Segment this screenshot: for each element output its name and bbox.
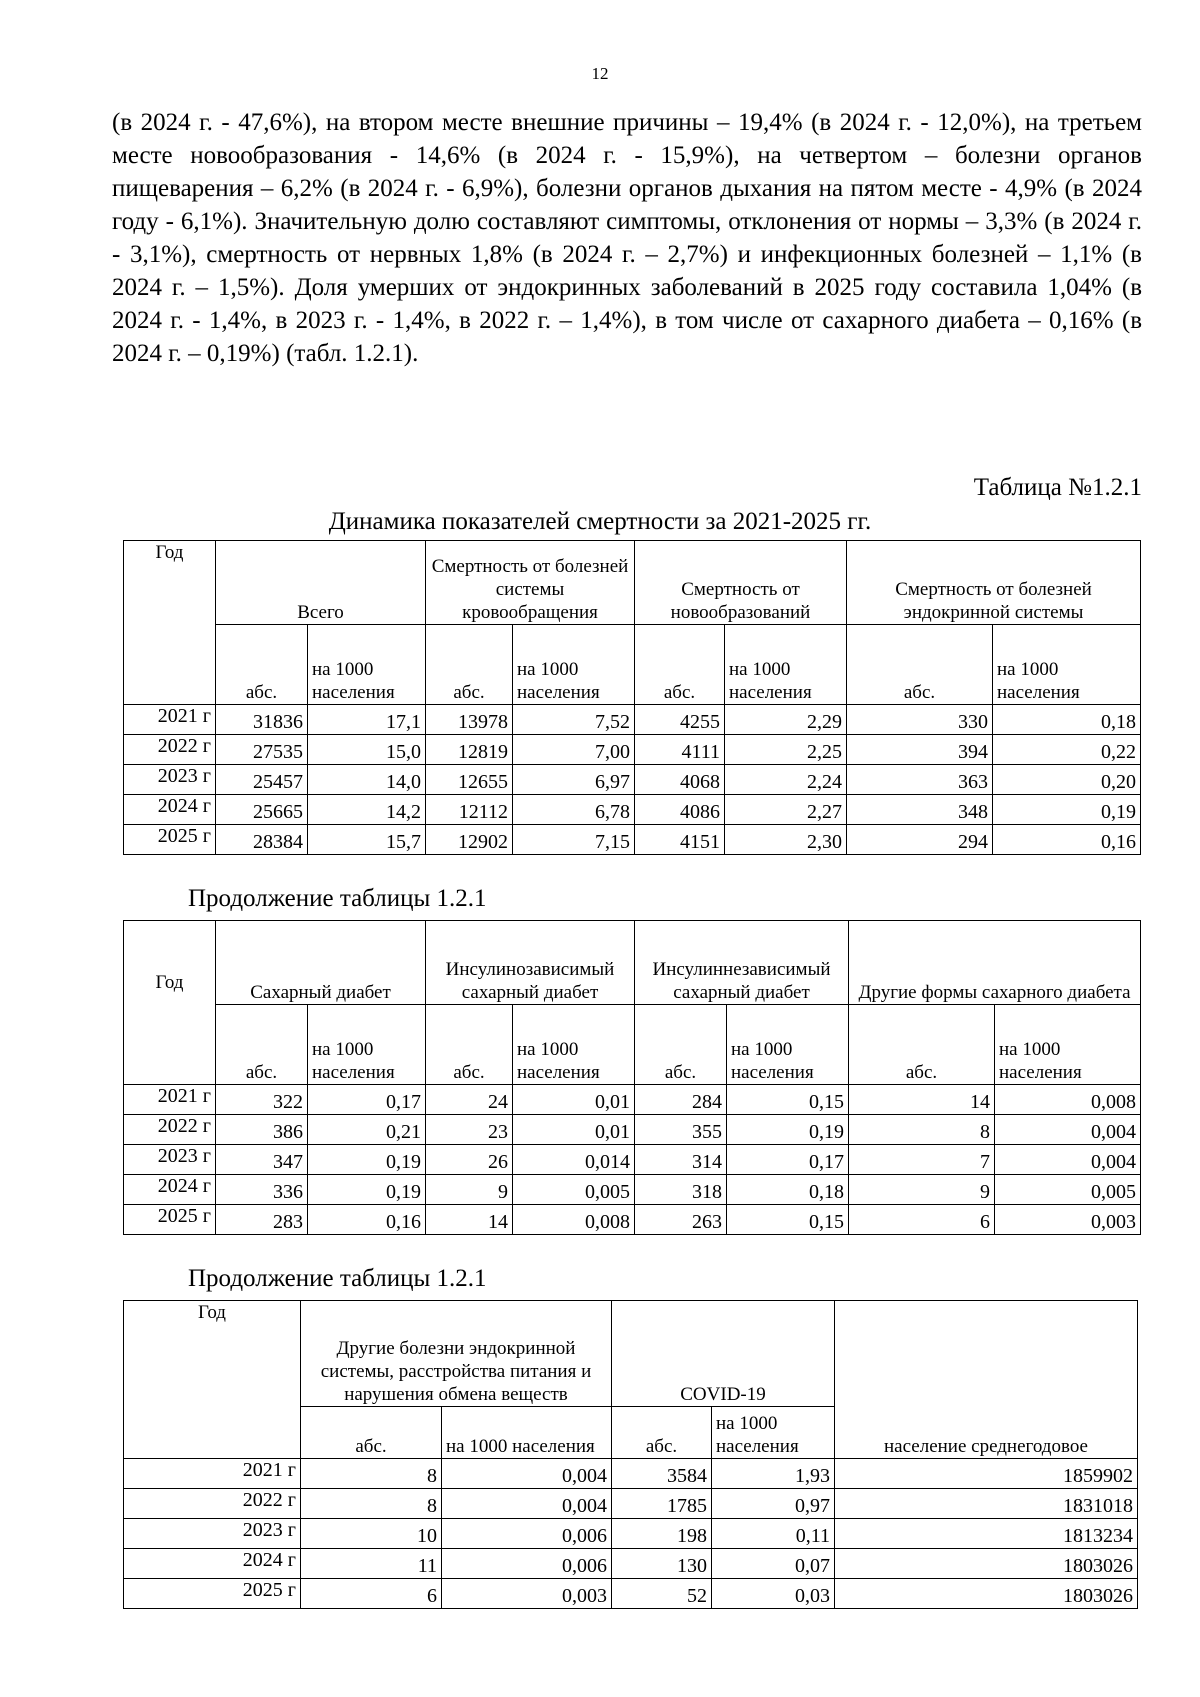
table-cell: 2,30 [725, 825, 847, 855]
table-continuation-label: Продолжение таблицы 1.2.1 [188, 885, 487, 912]
group-header-neoplasms: Смертность от новообразований [635, 541, 847, 625]
subheader-rate: на 1000 населения [727, 1005, 849, 1085]
table-cell: 318 [635, 1175, 727, 1205]
other-endocrine-covid-table [123, 1300, 1138, 1609]
table-cell: 8 [301, 1459, 442, 1489]
table-cell: 7,52 [513, 705, 635, 735]
table-cell: 7 [849, 1145, 995, 1175]
table-cell: 0,008 [995, 1085, 1141, 1115]
table-cell: 2,27 [725, 795, 847, 825]
table-cell: 8 [301, 1489, 442, 1519]
table-cell: 386 [216, 1115, 308, 1145]
table-cell: 2,24 [725, 765, 847, 795]
row-year: 2025 г [124, 1579, 301, 1609]
table-cell: 348 [847, 795, 993, 825]
table-cell: 283 [216, 1205, 308, 1235]
table-cell: 4068 [635, 765, 725, 795]
table-cell: 2,29 [725, 705, 847, 735]
mortality-table [123, 540, 1141, 855]
table-cell: 0,014 [513, 1145, 635, 1175]
table-cell: 2,25 [725, 735, 847, 765]
table-title: Динамика показателей смертности за 2021-2025 гг. [328, 508, 872, 535]
year-header: Год [124, 921, 216, 1085]
table-row [124, 1175, 1141, 1205]
row-year: 2025 г [124, 1205, 216, 1235]
table-row [124, 1145, 1141, 1175]
row-year: 2021 г [124, 1085, 216, 1115]
subheader-rate: на 1000 населения [308, 1005, 426, 1085]
table-cell: 4111 [635, 735, 725, 765]
table-cell: 0,19 [727, 1115, 849, 1145]
table-cell: 0,004 [995, 1145, 1141, 1175]
subheader-abs: абс. [426, 1005, 513, 1085]
table-cell: 0,01 [513, 1115, 635, 1145]
subheader-rate: на 1000 населения [513, 625, 635, 705]
group-header-non-insulin-dependent: Инсулиннезависимый сахарный диабет [635, 921, 849, 1005]
table-cell: 355 [635, 1115, 727, 1145]
table-cell: 0,006 [442, 1549, 612, 1579]
table-row [124, 765, 1141, 795]
row-year: 2023 г [124, 1145, 216, 1175]
row-year: 2023 г [124, 1519, 301, 1549]
table-cell: 9 [849, 1175, 995, 1205]
table-cell: 31836 [216, 705, 308, 735]
table-cell: 336 [216, 1175, 308, 1205]
table-cell: 28384 [216, 825, 308, 855]
subheader-abs: абс. [301, 1407, 442, 1459]
group-header-insulin-dependent: Инсулинозависимый сахарный диабет [426, 921, 635, 1005]
table-cell: 27535 [216, 735, 308, 765]
group-header-circulatory: Смертность от болезней системы кровообращения [426, 541, 635, 625]
table-cell: 1,93 [712, 1459, 835, 1489]
table-cell: 0,19 [308, 1175, 426, 1205]
table-cell: 0,005 [995, 1175, 1141, 1205]
table-cell: 6,78 [513, 795, 635, 825]
table-cell: 284 [635, 1085, 727, 1115]
table-cell: 330 [847, 705, 993, 735]
subheader-abs: абс. [849, 1005, 995, 1085]
subheader-abs: абс. [847, 625, 993, 705]
table-cell: 17,1 [308, 705, 426, 735]
table-cell: 0,004 [995, 1115, 1141, 1145]
table-cell: 6,97 [513, 765, 635, 795]
table-row [124, 1549, 1138, 1579]
table-cell: 14 [849, 1085, 995, 1115]
table-row [124, 735, 1141, 765]
table-cell: 0,16 [308, 1205, 426, 1235]
table-cell: 0,03 [712, 1579, 835, 1609]
table-cell: 4151 [635, 825, 725, 855]
table-cell: 13978 [426, 705, 513, 735]
table-cell: 4086 [635, 795, 725, 825]
group-header-other-endocrine: Другие болезни эндокринной системы, расстройства питания и нарушения обмена веществ [301, 1301, 612, 1407]
subheader-abs: абс. [635, 1005, 727, 1085]
row-year: 2022 г [124, 1115, 216, 1145]
table-cell: 1859902 [835, 1459, 1138, 1489]
table-row [124, 1579, 1138, 1609]
table-cell: 0,17 [727, 1145, 849, 1175]
table-cell: 1803026 [835, 1579, 1138, 1609]
table-cell: 1803026 [835, 1549, 1138, 1579]
table-cell: 198 [612, 1519, 712, 1549]
row-year: 2025 г [124, 825, 216, 855]
row-year: 2021 г [124, 705, 216, 735]
table-cell: 0,19 [993, 795, 1141, 825]
table-cell: 294 [847, 825, 993, 855]
table-cell: 14,2 [308, 795, 426, 825]
table-cell: 0,006 [442, 1519, 612, 1549]
group-header-endocrine: Смертность от болезней эндокринной системы [847, 541, 1141, 625]
table-cell: 15,0 [308, 735, 426, 765]
table-cell: 322 [216, 1085, 308, 1115]
subheader-abs: абс. [216, 625, 308, 705]
table-cell: 0,003 [442, 1579, 612, 1609]
table-cell: 7,15 [513, 825, 635, 855]
table-cell: 12819 [426, 735, 513, 765]
table-cell: 0,18 [727, 1175, 849, 1205]
group-header-covid: COVID-19 [612, 1301, 835, 1407]
table-cell: 0,005 [513, 1175, 635, 1205]
table-cell: 0,004 [442, 1459, 612, 1489]
subheader-rate: на 1000 населения [993, 625, 1141, 705]
table-row [124, 1085, 1141, 1115]
table-cell: 26 [426, 1145, 513, 1175]
table-cell: 52 [612, 1579, 712, 1609]
table-cell: 25665 [216, 795, 308, 825]
table-continuation-label: Продолжение таблицы 1.2.1 [188, 1265, 487, 1292]
year-header: Год [124, 541, 216, 705]
table-cell: 12112 [426, 795, 513, 825]
table-cell: 15,7 [308, 825, 426, 855]
subheader-rate: на 1000 населения [725, 625, 847, 705]
subheader-rate: на 1000 населения [712, 1407, 835, 1459]
group-header-diabetes: Сахарный диабет [216, 921, 426, 1005]
table-cell: 14 [426, 1205, 513, 1235]
diabetes-table [123, 920, 1141, 1235]
subheader-rate: на 1000 населения [308, 625, 426, 705]
group-header-other-diabetes: Другие формы сахарного диабета [849, 921, 1141, 1005]
row-year: 2021 г [124, 1459, 301, 1489]
subheader-abs: абс. [426, 625, 513, 705]
table-row [124, 705, 1141, 735]
page-number: 12 [591, 64, 609, 83]
table-row [124, 795, 1141, 825]
table-cell: 0,16 [993, 825, 1141, 855]
table-cell: 12902 [426, 825, 513, 855]
table-row [124, 1519, 1138, 1549]
table-cell: 14,0 [308, 765, 426, 795]
table-cell: 12655 [426, 765, 513, 795]
table-cell: 0,22 [993, 735, 1141, 765]
table-cell: 0,01 [513, 1085, 635, 1115]
subheader-abs: абс. [612, 1407, 712, 1459]
table-cell: 314 [635, 1145, 727, 1175]
table-cell: 1831018 [835, 1489, 1138, 1519]
table-cell: 0,15 [727, 1085, 849, 1115]
table-cell: 1785 [612, 1489, 712, 1519]
table-cell: 0,003 [995, 1205, 1141, 1235]
subheader-abs: абс. [635, 625, 725, 705]
table-cell: 8 [849, 1115, 995, 1145]
table-cell: 394 [847, 735, 993, 765]
table-cell: 263 [635, 1205, 727, 1235]
table-cell: 9 [426, 1175, 513, 1205]
table-cell: 25457 [216, 765, 308, 795]
table-cell: 130 [612, 1549, 712, 1579]
table-cell: 4255 [635, 705, 725, 735]
table-cell: 0,07 [712, 1549, 835, 1579]
table-cell: 363 [847, 765, 993, 795]
population-header: население среднегодовое [835, 1301, 1138, 1459]
subheader-rate: на 1000 населения [442, 1407, 612, 1459]
table-row [124, 1115, 1141, 1145]
table-cell: 347 [216, 1145, 308, 1175]
table-cell: 6 [849, 1205, 995, 1235]
table-cell: 24 [426, 1085, 513, 1115]
table-cell: 0,008 [513, 1205, 635, 1235]
table-label: Таблица №1.2.1 [973, 474, 1142, 501]
table-cell: 11 [301, 1549, 442, 1579]
table-row [124, 1459, 1138, 1489]
subheader-abs: абс. [216, 1005, 308, 1085]
row-year: 2024 г [124, 1549, 301, 1579]
table-row [124, 1489, 1138, 1519]
table-cell: 6 [301, 1579, 442, 1609]
row-year: 2024 г [124, 795, 216, 825]
table-cell: 0,11 [712, 1519, 835, 1549]
table-row [124, 1205, 1141, 1235]
table-row [124, 825, 1141, 855]
table-cell: 0,15 [727, 1205, 849, 1235]
group-header-total: Всего [216, 541, 426, 625]
table-cell: 0,17 [308, 1085, 426, 1115]
row-year: 2023 г [124, 765, 216, 795]
table-cell: 10 [301, 1519, 442, 1549]
table-cell: 7,00 [513, 735, 635, 765]
row-year: 2022 г [124, 735, 216, 765]
table-cell: 0,18 [993, 705, 1141, 735]
subheader-rate: на 1000 населения [513, 1005, 635, 1085]
table-cell: 0,21 [308, 1115, 426, 1145]
table-cell: 1813234 [835, 1519, 1138, 1549]
table-cell: 0,20 [993, 765, 1141, 795]
table-cell: 0,97 [712, 1489, 835, 1519]
table-cell: 0,004 [442, 1489, 612, 1519]
table-cell: 0,19 [308, 1145, 426, 1175]
table-cell: 23 [426, 1115, 513, 1145]
table-cell: 3584 [612, 1459, 712, 1489]
body-paragraph: (в 2024 г. - 47,6%), на втором месте внешние причины – 19,4% (в 2024 г. - 12,0%), на третьем месте новообразования - 14,6% (в 2024 г. - 15,9%), на четвертом – болезни органов пищеварения – 6,2% (в 2024 г. - 6,9%), болезни органов дыхания на пятом месте - 4,9% (в 2024 году - 6,1%). Значительную долю составляют симптомы, отклонения от нормы – 3,3% (в 2024 г. - 3,1%), смертность от нервных 1,8% (в 2024 г. – 2,7%) и инфекционных болезней – 1,1% (в 2024 г. – 1,5%). Доля умерших от эндокринных заболеваний в 2025 году составила 1,04% (в 2024 г. - 1,4%, в 2023 г. - 1,4%, в 2022 г. – 1,4%), в том числе от сахарного диабета – 0,16% (в 2024 г. – 0,19%) (табл. 1.2.1). [112, 109, 1142, 367]
year-header: Год [124, 1301, 301, 1459]
row-year: 2022 г [124, 1489, 301, 1519]
row-year: 2024 г [124, 1175, 216, 1205]
subheader-rate: на 1000 населения [995, 1005, 1141, 1085]
